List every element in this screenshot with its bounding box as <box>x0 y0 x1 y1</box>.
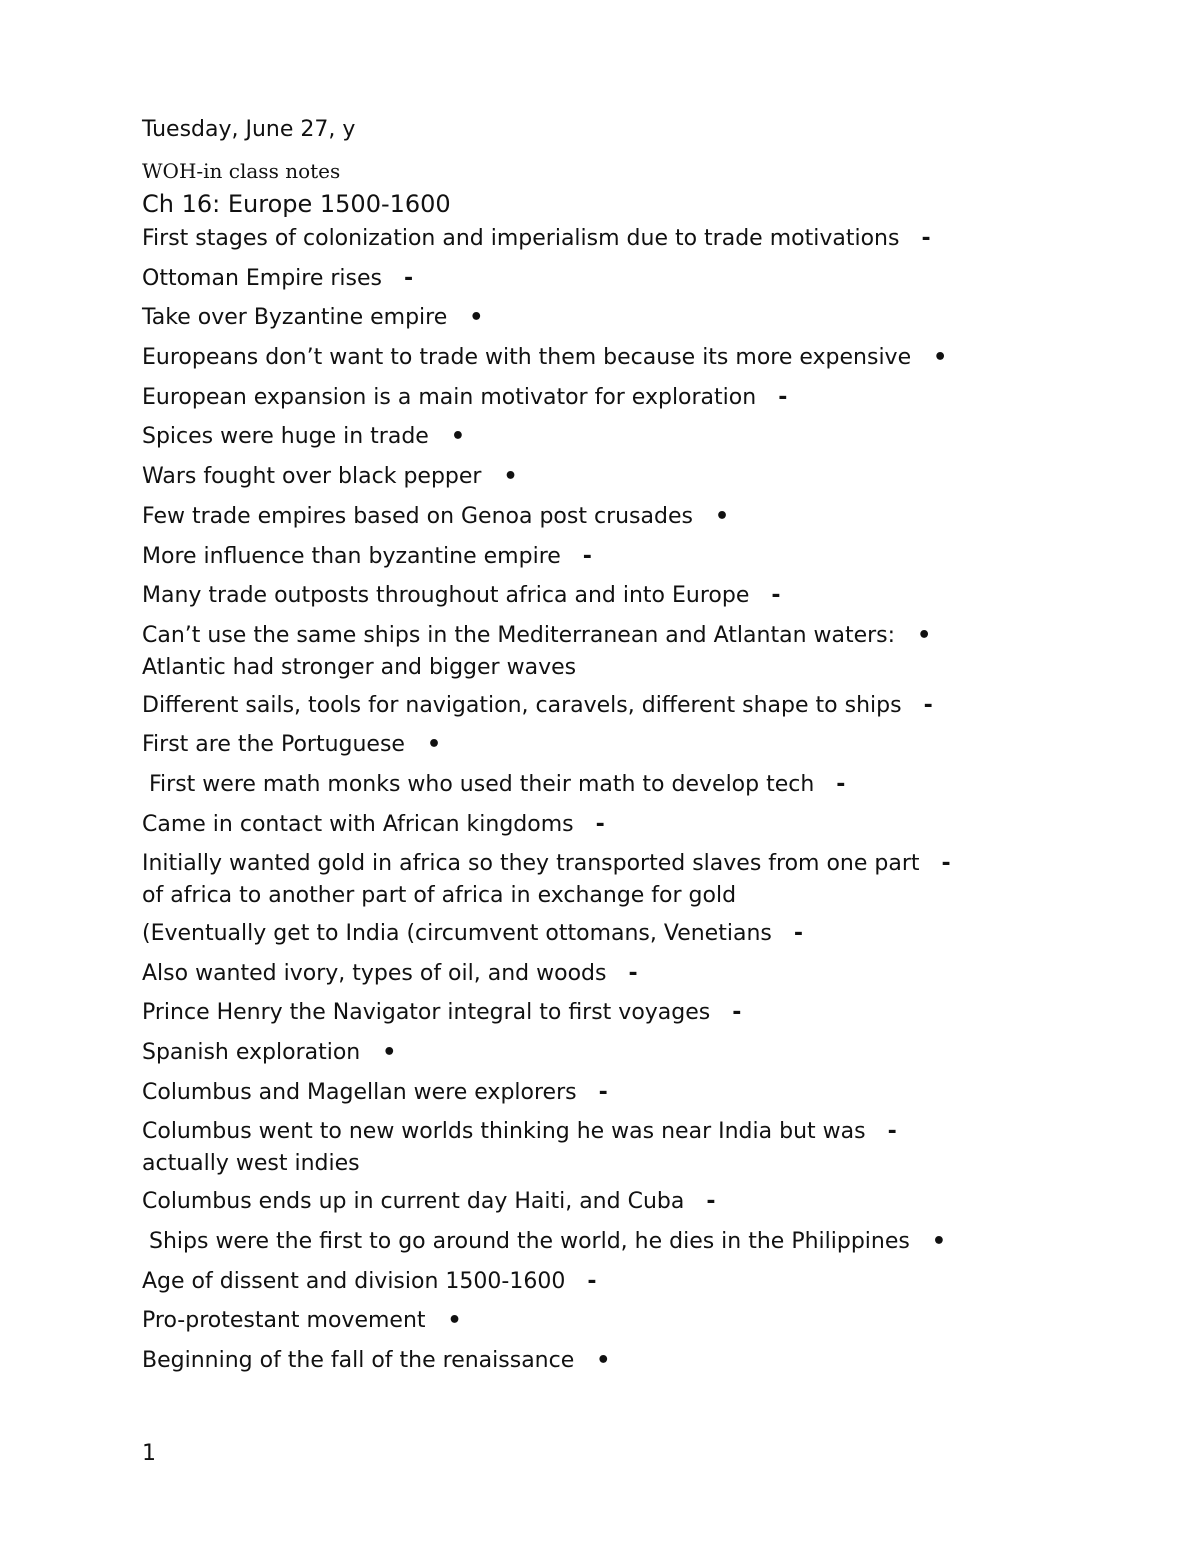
note-line <box>142 1185 1022 1219</box>
note-line <box>142 689 1022 723</box>
dash-marker: - <box>628 960 638 986</box>
bullet-marker: • <box>917 622 932 648</box>
note-line <box>142 1225 1022 1259</box>
note-line <box>142 847 1022 911</box>
note-line <box>142 1115 1022 1179</box>
bullet-marker: • <box>503 464 518 490</box>
note-line <box>142 460 1022 494</box>
note-line <box>142 301 1022 335</box>
note-line <box>142 1076 1022 1110</box>
note-line <box>142 1265 1022 1299</box>
note-line <box>142 917 1022 951</box>
note-line <box>142 500 1022 534</box>
note-text: Take over Byzantine empire <box>142 305 448 331</box>
note-text: Prince Henry the Navigator integral to first voyages <box>142 1000 711 1026</box>
bullet-marker: • <box>382 1040 397 1066</box>
note-line <box>142 420 1022 454</box>
dash-marker: - <box>778 384 788 410</box>
note-line <box>142 1036 1022 1070</box>
note-continuation: actually west indies <box>142 1151 360 1177</box>
note-text: Different sails, tools for navigation, caravels, different shape to ships <box>142 692 902 718</box>
note-line <box>142 768 1022 802</box>
note-line <box>142 957 1022 991</box>
document-date: Tuesday, June 27, y <box>142 117 356 142</box>
note-text: Many trade outposts throughout africa and into Europe <box>142 583 750 609</box>
note-text: Can’t use the same ships in the Mediterranean and Atlantan waters: <box>142 622 896 648</box>
note-text: Came in contact with African kingdoms <box>142 811 574 837</box>
note-text: Initially wanted gold in africa so they transported slaves from one part <box>142 851 920 877</box>
bullet-marker: • <box>714 503 730 529</box>
note-continuation: of africa to another part of africa in exchange for gold <box>142 883 737 909</box>
note-line <box>142 1304 1022 1338</box>
note-line <box>142 222 1022 256</box>
note-text: More influence than byzantine empire <box>142 543 561 569</box>
note-text: Age of dissent and division 1500-1600 <box>142 1268 566 1294</box>
note-line <box>142 808 1022 842</box>
dash-marker: - <box>887 1119 897 1145</box>
note-line <box>142 262 1022 296</box>
note-text: First stages of colonization and imperialism due to trade motivations <box>142 226 900 251</box>
bullet-marker: • <box>933 345 948 371</box>
dash-marker: - <box>921 226 931 251</box>
bullet-marker: • <box>931 1228 946 1254</box>
dash-marker: - <box>598 1079 608 1105</box>
note-text: Columbus went to new worlds thinking he was near India but was <box>142 1119 866 1145</box>
note-line <box>142 619 1022 683</box>
chapter-heading: Ch 16: Europe 1500-1600 <box>142 190 451 218</box>
dash-marker: - <box>836 771 846 797</box>
dash-marker: - <box>404 265 414 291</box>
note-text: Columbus and Magellan were explorers <box>142 1079 577 1105</box>
dash-marker: - <box>941 851 951 877</box>
note-continuation: Atlantic had stronger and bigger waves <box>142 654 577 680</box>
note-line <box>142 728 1022 762</box>
note-line <box>142 540 1022 574</box>
dash-marker: - <box>793 921 803 946</box>
note-line <box>142 1344 1022 1378</box>
note-text: Beginning of the fall of the renaissance <box>142 1347 575 1373</box>
note-text: Also wanted ivory, types of oil, and woods <box>142 960 607 986</box>
note-text: European expansion is a main motivator for exploration <box>142 384 757 410</box>
bullet-marker: • <box>426 732 442 758</box>
dash-marker: - <box>582 543 592 569</box>
note-line <box>142 579 1022 613</box>
note-text: Spices were huge in trade <box>142 424 429 450</box>
note-text: First were math monks who used their math to develop tech <box>142 771 815 797</box>
note-line <box>142 996 1022 1030</box>
bullet-marker: • <box>450 424 465 450</box>
dash-marker: - <box>595 811 605 837</box>
note-text: First are the Portuguese <box>142 732 405 758</box>
note-text: (Eventually get to India (circumvent ottomans, Venetians <box>142 921 772 946</box>
dash-marker: - <box>771 583 781 609</box>
notes-list <box>142 222 1022 1384</box>
note-line <box>142 341 1022 375</box>
dash-marker: - <box>587 1268 597 1294</box>
note-line <box>142 381 1022 415</box>
note-text: Few trade empires based on Genoa post crusades <box>142 503 693 529</box>
bullet-marker: • <box>596 1347 611 1373</box>
note-text: Ottoman Empire rises <box>142 265 382 291</box>
note-text: Pro-protestant movement <box>142 1308 426 1334</box>
bullet-marker: • <box>469 305 484 331</box>
note-text: Columbus ends up in current day Haiti, and Cuba <box>142 1189 685 1215</box>
bullet-marker: • <box>447 1308 462 1334</box>
note-text: Wars fought over black pepper <box>142 464 482 490</box>
note-text: Ships were the first to go around the world, he dies in the Philippines <box>142 1228 910 1254</box>
document-subtitle: WOH-in class notes <box>142 159 341 183</box>
dash-marker: - <box>706 1189 716 1215</box>
note-text: Europeans don’t want to trade with them because its more expensive <box>142 345 912 371</box>
dash-marker: - <box>923 692 933 718</box>
dash-marker: - <box>732 1000 742 1026</box>
page-number: 1 <box>142 1441 156 1466</box>
note-text: Spanish exploration <box>142 1040 361 1066</box>
